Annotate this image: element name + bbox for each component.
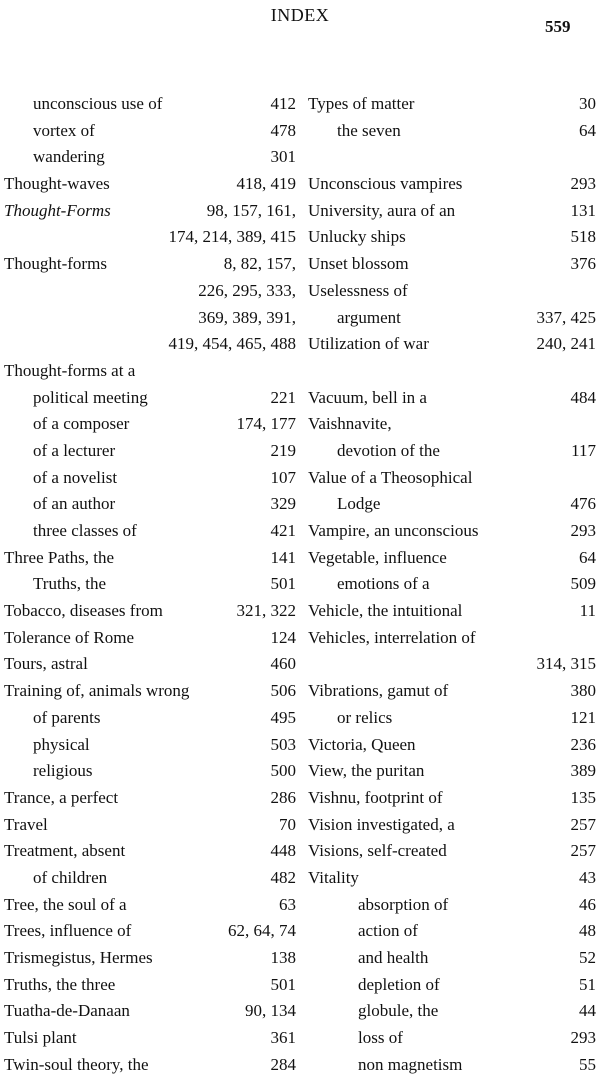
index-entry xyxy=(308,278,598,305)
index-term: argument xyxy=(337,307,401,327)
index-entry xyxy=(308,812,598,839)
index-term: vortex of xyxy=(33,120,95,140)
index-entry xyxy=(308,625,598,652)
index-pages: 174, 177 xyxy=(236,414,296,434)
index-term: three classes of xyxy=(33,521,137,540)
index-pages: 131 xyxy=(570,200,596,220)
index-term: Treatment, absent xyxy=(4,841,126,861)
index-pages: 135 xyxy=(570,787,596,807)
index-pages: 236 xyxy=(570,734,596,754)
index-entry xyxy=(308,1025,598,1052)
index-entry xyxy=(4,305,296,332)
index-pages: 46 xyxy=(579,894,596,914)
index-entry xyxy=(4,838,296,865)
index-pages: 500 xyxy=(270,761,296,781)
index-entry xyxy=(4,518,296,545)
index-entry xyxy=(4,171,296,198)
index-term: Types of matter xyxy=(308,94,415,113)
index-term: Training of, animals wrong xyxy=(4,681,190,701)
index-pages: 107 xyxy=(270,467,296,487)
index-entry xyxy=(308,598,598,625)
index-pages: 174, 214, 389, 415 xyxy=(168,227,296,247)
index-entry xyxy=(4,465,296,492)
index-entry xyxy=(308,305,598,332)
index-term: the seven xyxy=(337,120,401,140)
index-pages: 482 xyxy=(270,867,296,887)
index-column-left xyxy=(4,91,296,1074)
index-pages: 124 xyxy=(270,627,296,647)
index-entry xyxy=(308,758,598,785)
index-term: View, the puritan xyxy=(308,761,425,781)
index-entry xyxy=(4,331,296,358)
index-pages: 321, 322 xyxy=(236,601,296,621)
index-pages: 506 xyxy=(270,681,296,701)
index-term: Utilization of war xyxy=(308,334,429,354)
index-entry xyxy=(4,892,296,919)
index-pages: 117 xyxy=(571,440,596,460)
index-entry xyxy=(308,892,598,919)
index-entry xyxy=(308,198,598,225)
index-term: emotions of a xyxy=(337,574,430,594)
index-term: loss of xyxy=(358,1028,403,1048)
index-entry xyxy=(4,945,296,972)
index-term: globule, the xyxy=(358,1001,439,1021)
index-term: of an author xyxy=(33,494,116,514)
index-term: non magnetism xyxy=(358,1054,463,1074)
index-entry xyxy=(4,918,296,945)
index-entry xyxy=(308,972,598,999)
index-entry xyxy=(4,358,296,385)
index-entry xyxy=(4,91,296,118)
index-entry xyxy=(4,865,296,892)
index-pages: 301 xyxy=(270,147,296,167)
index-pages: 293 xyxy=(570,174,596,194)
index-entry xyxy=(308,1052,598,1078)
index-term: Visions, self-created xyxy=(308,841,447,861)
index-entry xyxy=(4,118,296,145)
index-pages: 476 xyxy=(570,494,596,514)
index-term: Vaishnavite, xyxy=(308,414,392,434)
index-pages: 51 xyxy=(579,974,596,994)
index-term: of a lecturer xyxy=(33,440,116,460)
index-pages: 509 xyxy=(570,574,596,594)
index-term: Vampire, an unconscious xyxy=(308,521,479,540)
index-pages: 518 xyxy=(570,227,596,247)
index-entry xyxy=(308,918,598,945)
index-term: Lodge xyxy=(337,494,381,514)
index-term: Travel xyxy=(4,814,48,834)
index-entry xyxy=(308,224,598,251)
index-term: of parents xyxy=(33,707,101,727)
page-number: 559 xyxy=(545,17,571,36)
index-term: religious xyxy=(33,761,93,781)
index-term: University, aura of an xyxy=(308,200,456,220)
index-term: Vision investigated, a xyxy=(308,814,455,834)
index-pages: 501 xyxy=(270,974,296,994)
index-term: Vitality xyxy=(308,867,359,887)
index-pages: 329 xyxy=(270,494,296,514)
index-term: Tulsi plant xyxy=(4,1028,77,1048)
index-pages: 11 xyxy=(579,601,596,621)
index-pages: 219 xyxy=(270,440,296,460)
index-pages: 448 xyxy=(270,841,296,861)
index-term: unconscious use of xyxy=(33,94,163,113)
index-entry xyxy=(308,651,598,678)
index-term: Tolerance of Rome xyxy=(4,627,135,647)
index-entry xyxy=(308,545,598,572)
index-term: depletion of xyxy=(358,974,440,994)
index-pages: 389 xyxy=(570,761,596,781)
index-entry xyxy=(308,118,598,145)
index-entry xyxy=(308,491,598,518)
index-pages: 460 xyxy=(270,654,296,674)
index-entry xyxy=(4,785,296,812)
index-entry xyxy=(308,785,598,812)
index-entry xyxy=(308,251,598,278)
index-term: Vishnu, footprint of xyxy=(308,787,443,807)
index-pages: 55 xyxy=(579,1054,596,1074)
index-term: Unlucky ships xyxy=(308,227,406,247)
index-pages: 43 xyxy=(579,867,596,887)
index-pages: 419, 454, 465, 488 xyxy=(168,334,296,354)
index-term: Thought-waves xyxy=(4,174,110,194)
index-entry xyxy=(308,171,598,198)
index-entry xyxy=(308,838,598,865)
index-term: Truths, the xyxy=(33,574,107,594)
index-entry xyxy=(4,972,296,999)
index-pages: 63 xyxy=(279,894,296,914)
index-pages: 501 xyxy=(270,574,296,594)
index-entry xyxy=(4,678,296,705)
index-term: Tours, astral xyxy=(4,654,88,674)
index-term: and health xyxy=(358,948,429,967)
index-entry xyxy=(4,198,296,225)
index-pages: 314, 315 xyxy=(536,654,596,674)
index-entry xyxy=(308,865,598,892)
index-entry xyxy=(308,571,598,598)
index-term: political meeting xyxy=(33,387,148,407)
index-pages: 98, 157, 161, xyxy=(206,200,296,220)
index-pages: 257 xyxy=(570,841,596,861)
index-entry xyxy=(4,651,296,678)
index-term: Tuatha-de-Danaan xyxy=(4,1001,130,1021)
index-pages: 337, 425 xyxy=(536,307,596,327)
index-term: Thought-forms xyxy=(4,254,107,274)
index-entry xyxy=(4,705,296,732)
index-entry xyxy=(308,331,598,358)
index-pages: 64 xyxy=(579,547,596,567)
index-term: Vegetable, influence xyxy=(308,547,447,567)
index-term: Trees, influence of xyxy=(4,921,132,941)
index-pages: 240, 241 xyxy=(536,334,596,354)
index-term: Thought-forms at a xyxy=(4,360,136,380)
index-term: absorption of xyxy=(358,894,449,914)
index-term: physical xyxy=(33,734,90,754)
index-term: Vibrations, gamut of xyxy=(308,681,449,701)
index-pages: 421 xyxy=(270,521,296,540)
index-entry xyxy=(4,625,296,652)
index-pages: 141 xyxy=(270,547,296,567)
index-term: of a composer xyxy=(33,414,130,434)
index-term: Truths, the three xyxy=(4,974,116,994)
index-entry xyxy=(4,812,296,839)
index-pages: 8, 82, 157, xyxy=(223,254,296,274)
index-pages: 70 xyxy=(279,814,296,834)
index-entry xyxy=(4,1052,296,1078)
index-pages: 503 xyxy=(270,734,296,754)
index-term: Value of a Theosophical xyxy=(308,467,473,487)
index-term: Uselessness of xyxy=(308,280,408,300)
index-pages: 284 xyxy=(270,1054,296,1074)
index-pages: 90, 134 xyxy=(245,1001,296,1021)
index-term: or relics xyxy=(337,707,393,727)
index-term: of children xyxy=(33,867,108,887)
index-entry xyxy=(308,358,598,385)
index-term: Unconscious vampires xyxy=(308,174,463,194)
index-term: Vehicles, interrelation of xyxy=(308,627,476,647)
index-entry xyxy=(4,278,296,305)
index-entry xyxy=(4,411,296,438)
index-term: Trance, a perfect xyxy=(4,787,119,807)
index-term: Victoria, Queen xyxy=(308,734,416,754)
index-entry xyxy=(4,545,296,572)
index-pages: 376 xyxy=(570,254,596,274)
index-entry xyxy=(308,91,598,118)
index-entry xyxy=(308,705,598,732)
index-pages: 62, 64, 74 xyxy=(228,921,296,941)
index-term: Vacuum, bell in a xyxy=(308,387,427,407)
index-entry xyxy=(4,732,296,759)
index-entry xyxy=(4,491,296,518)
index-pages: 361 xyxy=(270,1028,296,1048)
index-pages: 138 xyxy=(270,948,296,967)
index-pages: 64 xyxy=(579,120,596,140)
index-term: Unset blossom xyxy=(308,254,409,274)
index-pages: 495 xyxy=(270,707,296,727)
index-pages: 30 xyxy=(579,94,596,113)
index-entry xyxy=(4,1025,296,1052)
index-entry xyxy=(308,518,598,545)
index-pages: 48 xyxy=(579,921,596,941)
index-entry xyxy=(4,571,296,598)
index-term: action of xyxy=(358,921,418,941)
index-column-right xyxy=(308,91,598,1074)
index-entry xyxy=(308,438,598,465)
index-entry xyxy=(308,465,598,492)
index-pages: 484 xyxy=(570,387,596,407)
index-entry xyxy=(4,144,296,171)
index-pages: 257 xyxy=(570,814,596,834)
page-title: INDEX xyxy=(270,5,330,25)
index-entry xyxy=(308,411,598,438)
index-pages: 293 xyxy=(570,521,596,540)
index-pages: 380 xyxy=(570,681,596,701)
index-pages: 412 xyxy=(270,94,296,113)
index-entry xyxy=(4,758,296,785)
index-term: Thought-Forms xyxy=(4,200,111,220)
index-pages: 418, 419 xyxy=(236,174,296,194)
index-pages: 221 xyxy=(270,387,296,407)
index-entry xyxy=(308,385,598,412)
index-entry xyxy=(4,224,296,251)
index-entry xyxy=(4,438,296,465)
index-entry xyxy=(4,998,296,1025)
index-entry xyxy=(308,945,598,972)
index-term: of a novelist xyxy=(33,467,118,487)
index-term: wandering xyxy=(33,147,105,167)
index-entry xyxy=(308,678,598,705)
index-entry xyxy=(308,144,598,171)
index-pages: 121 xyxy=(570,707,596,727)
index-pages: 478 xyxy=(270,120,296,140)
index-entry xyxy=(4,598,296,625)
index-term: Vehicle, the intuitional xyxy=(308,601,463,621)
index-pages: 293 xyxy=(570,1028,596,1048)
index-term: Tobacco, diseases from xyxy=(4,601,163,621)
index-entry xyxy=(4,251,296,278)
index-pages: 369, 389, 391, xyxy=(198,307,296,327)
index-pages: 226, 295, 333, xyxy=(198,280,296,300)
index-pages: 44 xyxy=(579,1001,596,1021)
index-pages: 286 xyxy=(270,787,296,807)
index-entry xyxy=(4,385,296,412)
index-entry xyxy=(308,998,598,1025)
index-term: devotion of the xyxy=(337,440,440,460)
index-pages: 52 xyxy=(579,948,596,967)
index-term: Trismegistus, Hermes xyxy=(4,948,153,967)
index-term: Three Paths, the xyxy=(4,547,114,567)
index-entry xyxy=(308,732,598,759)
index-term: Twin-soul theory, the xyxy=(4,1054,149,1074)
index-term: Tree, the soul of a xyxy=(4,894,127,914)
